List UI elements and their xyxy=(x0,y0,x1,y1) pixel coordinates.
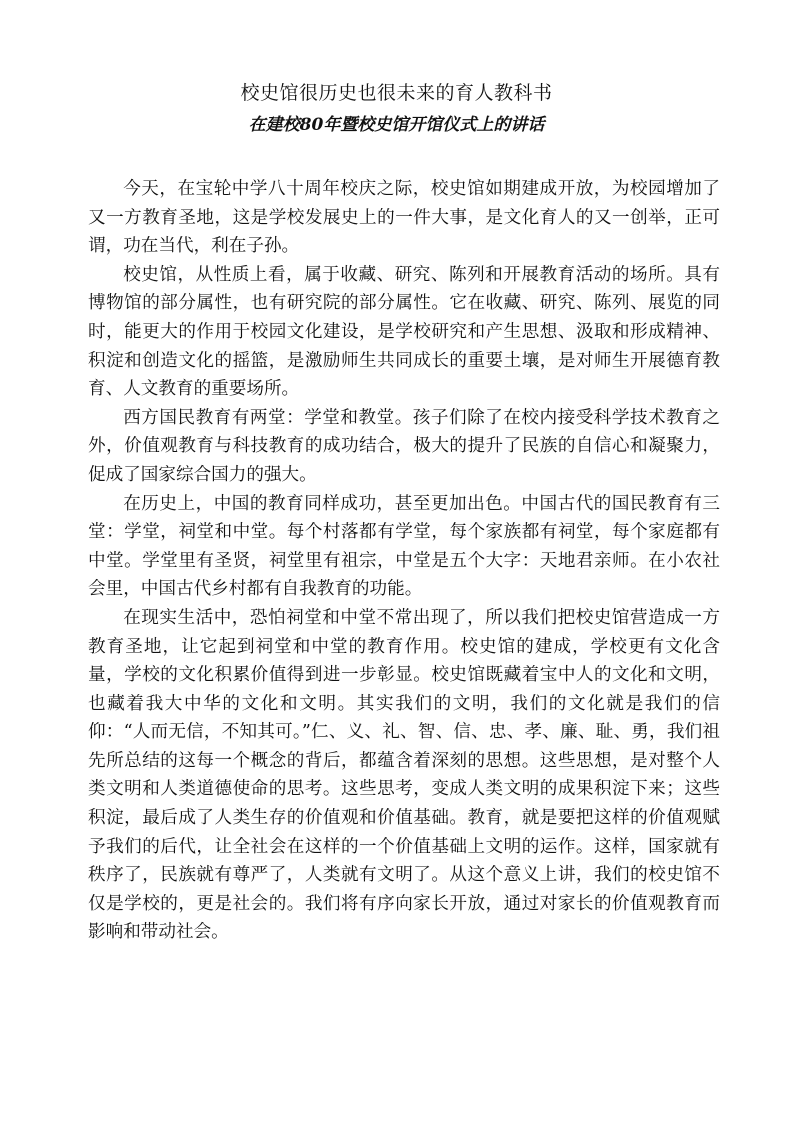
paragraph-2: 校史馆，从性质上看，属于收藏、研究、陈列和开展教育活动的场所。具有博物馆的部分属性，也有研究院的部分属性。它在收藏、研究、陈列、展览的同时，能更大的作用于校园文化建设，是学校研究和产生思想、汲取和形成精神、积淀和创造文化的摇篮，是激励师生共同成长的重要土壤，是对师生开展德育教育、人文教育的重要场所。 xyxy=(88,264,720,400)
page-title: 校史馆很历史也很未来的育人教科书 xyxy=(240,82,553,104)
paragraph-3: 西方国民教育有两堂：学堂和教堂。孩子们除了在校内接受科学技术教育之外，价值观教育与科技教育的成功结合，极大的提升了民族的自信心和凝聚力，促成了国家综合国力的强大。 xyxy=(88,407,720,485)
paragraph-4: 在历史上，中国的教育同样成功，甚至更加出色。中国古代的国民教育有三堂：学堂，祠堂和中堂。每个村落都有学堂，每个家族都有祠堂，每个家庭都有中堂。学堂里有圣贤，祠堂里有祖宗，中堂是五个大字：天地君亲师。在小农社会里，中国古代乡村都有自我教育的功能。 xyxy=(88,493,720,600)
paragraph-5: 在现实生活中，恐怕祠堂和中堂不常出现了，所以我们把校史馆营造成一方教育圣地，让它起到祠堂和中堂的教育作用。校史馆的建成，学校更有文化含量，学校的文化积累价值得到进一步彰显。校史馆既藏着宝中人的文化和文明，也藏着我大中华的文化和文明。其实我们的文明，我们的文化就是我们的信仰：“人而无信，不知其可。”仁、义、礼、智、信、忠、孝、廉、耻、勇，我们祖先所总结的这每一个概念的背后，都蕴含着深刻的思想。这些思想，是对整个人类文明和人类道德使命的思考。这些思考，变成人类文明的成果积淀下来；这些积淀，最后成了人类生存的价值观和价值基础。教育，就是要把这样的价值观赋予我们的后代，让全社会在这样的一个价值基础上文明的运作。这样，国家就有秩序了，民族就有尊严了，人类就有文明了。从这个意义上讲，我们的校史馆不仅是学校的，更是社会的。我们将有序向家长开放，通过对家长的价值观教育而影响和带动社会。 xyxy=(88,607,720,943)
document-body xyxy=(88,175,720,947)
page-subtitle: 在建校80年暨校史馆开馆仪式上的讲话 xyxy=(248,115,545,135)
paragraph-1: 今天，在宝轮中学八十周年校庆之际，校史馆如期建成开放，为校园增加了又一方教育圣地，这是学校发展史上的一件大事，是文化育人的又一创举，正可谓，功在当代，利在子孙。 xyxy=(88,179,720,257)
